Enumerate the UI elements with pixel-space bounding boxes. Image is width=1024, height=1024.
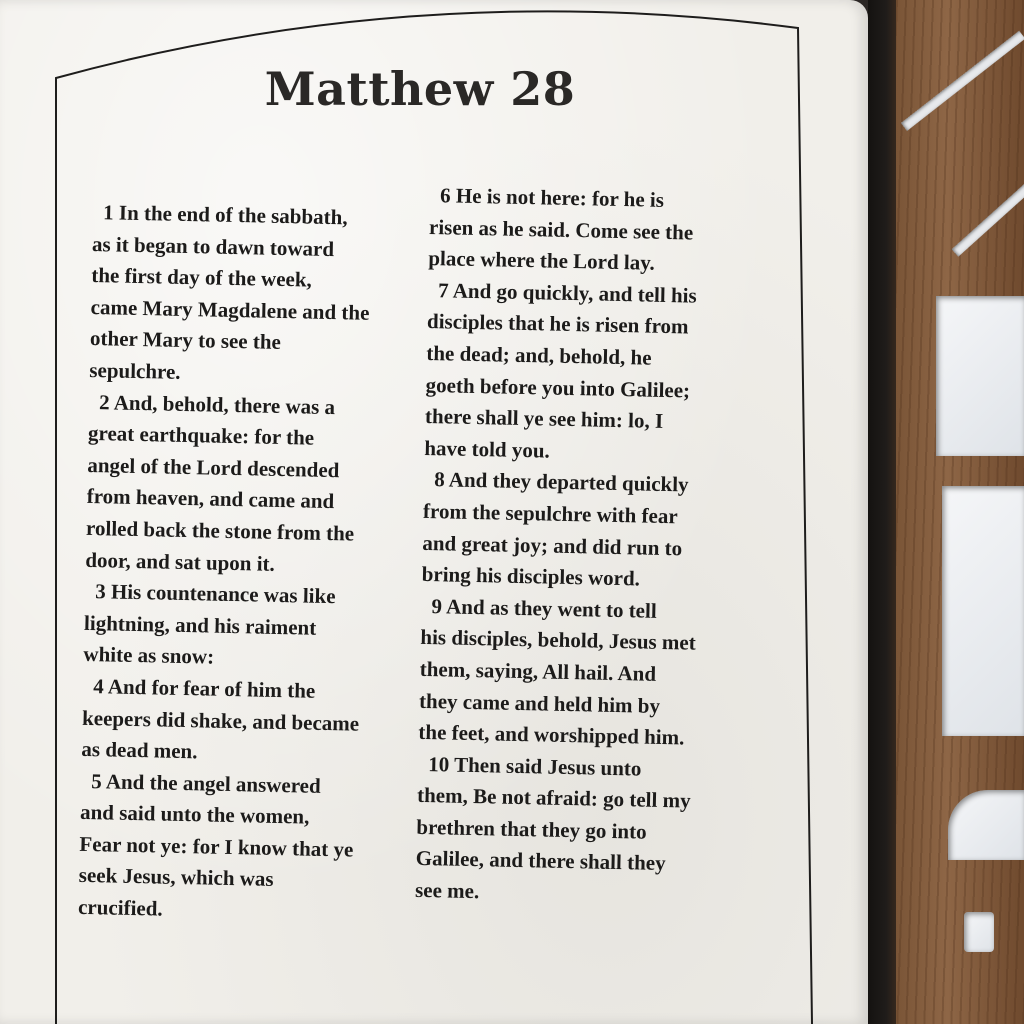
verse-line: came Mary Magdalene and the bbox=[90, 294, 370, 325]
verse-line: angel of the Lord descended bbox=[87, 452, 340, 482]
chapter-title: Matthew 28 bbox=[264, 62, 576, 116]
verse-line: 6 He is not here: for he is bbox=[429, 182, 665, 212]
verse-line: from heaven, and came and bbox=[86, 484, 335, 514]
verse-line: 7 And go quickly, and tell his bbox=[427, 277, 697, 308]
verse-line: there shall ye see him: lo, I bbox=[424, 404, 664, 434]
verse-line: the feet, and worshipped him. bbox=[418, 719, 685, 750]
verse-line: risen as he said. Come see the bbox=[428, 214, 694, 245]
verse-line: sepulchre. bbox=[89, 357, 181, 384]
verse-line: 4 And for fear of him the bbox=[82, 673, 316, 703]
left-column bbox=[78, 197, 372, 929]
verse-line: rolled back the stone from the bbox=[85, 515, 355, 546]
stand-edge bbox=[868, 0, 898, 1024]
verse-line: as it began to dawn toward bbox=[91, 231, 335, 261]
verse-line: the dead; and, behold, he bbox=[426, 340, 652, 370]
verse-line: the first day of the week, bbox=[91, 263, 313, 292]
verse-line: other Mary to see the bbox=[89, 326, 282, 355]
verse-line: keepers did shake, and became bbox=[81, 705, 360, 736]
verse-line: great earthquake: for the bbox=[87, 421, 315, 450]
stand-cutout bbox=[948, 790, 1024, 860]
stand-cutout bbox=[964, 912, 994, 952]
verse-line: 8 And they departed quickly bbox=[423, 467, 689, 497]
verse-line: they came and held him by bbox=[418, 688, 661, 718]
right-column bbox=[415, 180, 706, 912]
verse-line: have told you. bbox=[424, 435, 551, 463]
stand-cutout bbox=[942, 486, 1024, 736]
verse-line: bring his disciples word. bbox=[421, 562, 641, 591]
verse-line: see me. bbox=[414, 877, 480, 904]
verse-line: and great joy; and did run to bbox=[422, 530, 683, 560]
verse-line: them, saying, All hail. And bbox=[419, 656, 657, 686]
verse-line: Fear not ye: for I know that ye bbox=[79, 831, 354, 862]
verse-line: white as snow: bbox=[83, 642, 215, 669]
verse-line: 10 Then said Jesus unto bbox=[417, 751, 642, 781]
verse-line: as dead men. bbox=[81, 736, 198, 764]
verse-line: crucified. bbox=[77, 894, 163, 921]
verse-line: 9 And as they went to tell bbox=[420, 593, 657, 623]
verse-line: goeth before you into Galilee; bbox=[425, 372, 691, 403]
verse-line: lightning, and his raiment bbox=[83, 610, 317, 640]
verse-line: 5 And the angel answered bbox=[80, 768, 321, 798]
verse-line: 2 And, behold, there was a bbox=[88, 389, 336, 419]
verse-line: from the sepulchre with fear bbox=[422, 498, 678, 529]
verse-line: disciples that he is risen from bbox=[426, 309, 689, 339]
verse-line: 1 In the end of the sabbath, bbox=[92, 199, 348, 230]
stand-cutout bbox=[936, 296, 1024, 456]
verse-line: his disciples, behold, Jesus met bbox=[420, 625, 697, 655]
verse-line: them, Be not afraid: go tell my bbox=[416, 783, 691, 813]
verse-line: place where the Lord lay. bbox=[428, 246, 656, 275]
verse-line: Galilee, and there shall they bbox=[415, 846, 666, 876]
verse-line: brethren that they go into bbox=[416, 814, 647, 844]
verse-line: seek Jesus, which was bbox=[78, 863, 274, 892]
verse-line: door, and sat upon it. bbox=[85, 547, 276, 576]
verse-line: and said unto the women, bbox=[79, 800, 310, 829]
verse-line: 3 His countenance was like bbox=[84, 579, 336, 609]
